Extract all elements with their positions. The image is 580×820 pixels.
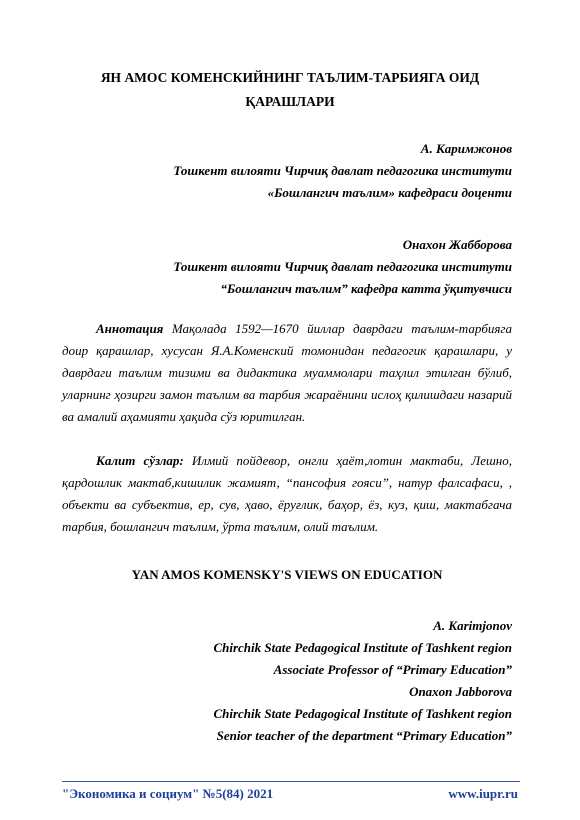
footer-url[interactable]: www.iupr.ru xyxy=(448,786,518,801)
abstract-text: Мақолада 1592—1670 йиллар даврдаги таълим-тарбияга доир қарашлар, хусусан Я.А.Коменский томонидан педагогик қарашлари, у даврдаги таълим тизими ва дидактика муаммолари таҳлил этилган бўлиб, уларнинг ҳозирги замон таълим ва тарбия жараёнини ислоҳ қилишдаги назарий ва амалий аҳамияти ҳақида сўз юритилган. xyxy=(62,321,512,424)
author-affiliation: “Бошлангич таълим” кафедра катта ўқитувчиси xyxy=(220,281,512,296)
english-author-name: Onaxon Jabborova xyxy=(409,684,512,699)
keywords-label: Калит сўзлар: xyxy=(96,453,184,468)
author-name: А. Каримжонов xyxy=(420,141,512,156)
english-author-block xyxy=(62,615,512,747)
english-author-name: A. Karimjonov xyxy=(433,618,512,633)
english-affiliation: Associate Professor of “Primary Education” xyxy=(273,662,512,677)
author-affiliation: Тошкент вилояти Чирчиқ давлат педагогика институти xyxy=(173,163,512,178)
english-affiliation: Senior teacher of the department “Primary Education” xyxy=(216,728,512,743)
english-affiliation: Chirchik State Pedagogical Institute of Tashkent region xyxy=(213,706,512,721)
english-title: YAN AMOS KOMENSKY'S VIEWS ON EDUCATION xyxy=(131,567,443,582)
author-block-2 xyxy=(62,234,512,300)
footer-divider xyxy=(62,781,520,782)
abstract-paragraph xyxy=(62,318,512,428)
abstract-label: Аннотация xyxy=(96,321,164,336)
english-affiliation: Chirchik State Pedagogical Institute of Tashkent region xyxy=(213,640,512,655)
author-affiliation: «Бошлангич таълим» кафедраси доценти xyxy=(267,185,512,200)
author-block-1 xyxy=(62,138,512,204)
footer-journal: "Экономика и социум" №5(84) 2021 xyxy=(62,786,274,801)
author-name: Онахон Жабборова xyxy=(402,237,512,252)
paper-title: ЯН АМОС КОМЕНСКИЙНИНГ ТАЪЛИМ-ТАРБИЯГА ОИД ҚАРАШЛАРИ xyxy=(100,70,480,109)
author-affiliation: Тошкент вилояти Чирчиқ давлат педагогика институти xyxy=(173,259,512,274)
keywords-text: Илмий пойдевор, онгли ҳаёт,лотин мактаби, Лешно, қардошлик мактаб,кишилик жамият, “пансофия гояси”, натур фалсафаси, , объекти ва субъектив, ер, сув, ҳаво, ёруғлик, баҳор, ёз, куз, қиш, мактабгача тарбия, бошлангич таълим, ўрта таълим, олий таълим. xyxy=(62,453,512,534)
keywords-paragraph xyxy=(62,450,512,538)
